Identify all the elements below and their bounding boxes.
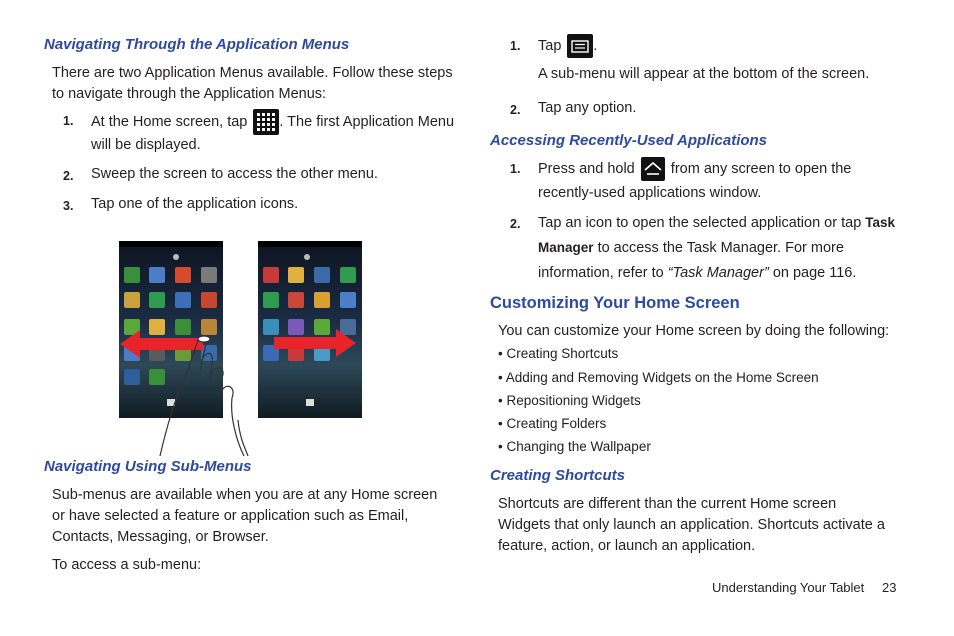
heading-accessing-recent-apps: Accessing Recently-Used Applications <box>490 132 768 149</box>
menu-key-icon <box>567 34 593 58</box>
bullet-item: • Creating Folders <box>498 416 607 431</box>
step-number: 3. <box>63 199 74 213</box>
swipe-overlay <box>118 240 363 456</box>
access-sub-menu-text: To access a sub-menu: <box>52 557 202 573</box>
intro-paragraph: There are two Application Menus available. Follow these steps to navigate through the Application Menus: <box>52 65 453 102</box>
step-number: 2. <box>510 103 521 117</box>
swipe-illustration <box>118 240 363 456</box>
heading-navigating-application-menus: Navigating Through the Application Menus <box>44 36 350 53</box>
hand-swipe-icon <box>160 335 248 456</box>
step-number: 2. <box>63 169 74 183</box>
task-manager-bold: Task <box>865 215 896 230</box>
recent-step-2-line2 <box>538 237 844 259</box>
recent-step-1-cont: recently-used applications window. <box>538 185 762 201</box>
footer-section-title: Understanding Your Tablet <box>712 580 865 595</box>
step-3-text: Tap one of the application icons. <box>91 196 299 212</box>
recent-step-2-post: to access the Task Manager. For more <box>597 240 844 256</box>
sub-step-1-result: A sub-menu will appear at the bottom of the screen. <box>538 66 870 82</box>
heading-creating-shortcuts: Creating Shortcuts <box>490 467 626 484</box>
step-1-post: . The first Application Menu <box>279 113 455 130</box>
sub-step-1-pre: Tap <box>538 37 562 54</box>
step-1-text <box>91 109 454 135</box>
step-number: 2. <box>510 217 521 231</box>
step-number: 1. <box>510 39 521 53</box>
step-number: 1. <box>510 162 521 176</box>
apps-grid-icon <box>253 109 279 135</box>
recent-step-2-cont-post: on page 116. <box>772 265 857 281</box>
step-number: 1. <box>63 114 74 128</box>
recent-step-2-text <box>538 212 895 234</box>
sub-menus-paragraph: Sub-menus are available when you are at any Home screen or have selected a feature or application such as Email, Contacts, Messaging, or Browser. <box>52 487 438 545</box>
step-2-text: Sweep the screen to access the other menu. <box>91 166 378 182</box>
sub-step-1-text <box>538 34 597 58</box>
bullet-item: • Adding and Removing Widgets on the Home Screen <box>498 370 819 385</box>
recent-step-1-post: from any screen to open the <box>670 160 852 177</box>
bullet-item: • Creating Shortcuts <box>498 346 619 361</box>
heading-customizing-home-screen: Customizing Your Home Screen <box>490 294 740 312</box>
customize-intro: You can customize your Home screen by doing the following: <box>498 323 890 339</box>
task-manager-bold-2: Manager <box>538 240 594 255</box>
heading-navigating-sub-menus: Navigating Using Sub-Menus <box>44 458 252 475</box>
task-manager-reference: “Task Manager” <box>667 265 769 281</box>
bullet-item: • Repositioning Widgets <box>498 393 641 408</box>
step-1-pre: At the Home screen, tap <box>91 113 248 130</box>
recent-step-1-pre: Press and hold <box>538 160 635 177</box>
bullet-item: • Changing the Wallpaper <box>498 439 651 454</box>
page-number: 23 <box>882 580 897 595</box>
sub-step-1-post: . <box>593 37 598 54</box>
swipe-arrow-icon <box>120 329 356 358</box>
step-1-cont: will be displayed. <box>91 137 201 153</box>
shortcuts-paragraph: Shortcuts are different than the current Home screen Widgets that only launch an application. Shortcuts activate a feature, action, or launch an application. <box>498 496 885 554</box>
sub-step-2-text: Tap any option. <box>538 100 637 116</box>
recent-step-2-pre: Tap an icon to open the selected application or tap <box>538 215 862 231</box>
home-key-icon <box>641 157 665 181</box>
recent-step-1-text <box>538 157 851 181</box>
recent-step-2-cont-pre: information, refer to <box>538 265 664 281</box>
recent-step-2-line3 <box>538 263 856 284</box>
